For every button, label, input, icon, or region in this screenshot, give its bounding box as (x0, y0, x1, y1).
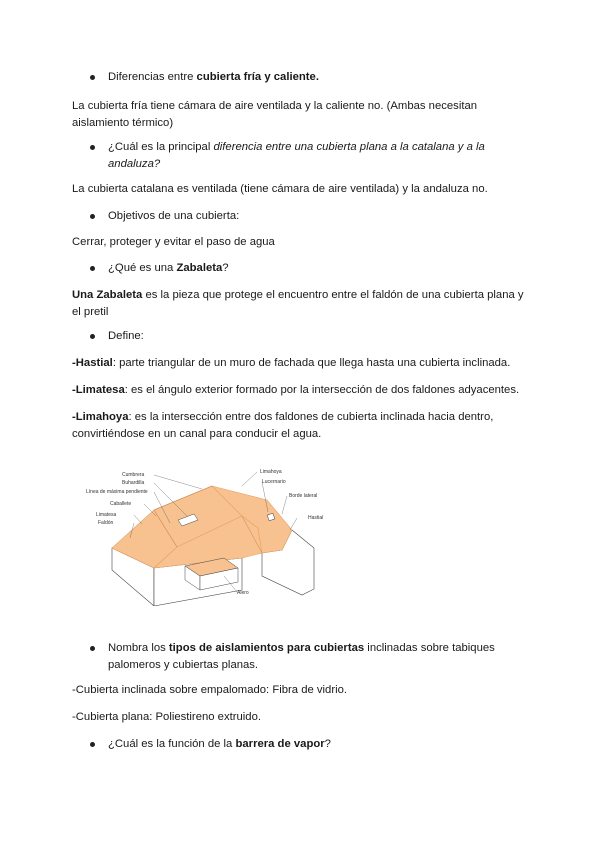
label-alero: Alero (237, 590, 249, 596)
bullet-objetivos (90, 208, 510, 225)
bullet-define (90, 328, 510, 345)
answer-zabaleta: Una Zabaleta es la pieza que protege el encuentro entre el faldón de una cubierta plana y el pretil (72, 289, 524, 318)
answer-empalomado: -Cubierta inclinada sobre empalomado: Fibra de vidrio. (72, 684, 348, 696)
bullet-zabaleta (90, 260, 510, 277)
label-borde: Borde lateral (289, 493, 318, 499)
definition-limahoya: -Limahoya: es la intersección entre dos faldones de cubierta inclinada hacia dentro, convirtiéndose en un canal para conducir el agua. (72, 411, 494, 440)
bullet-diferencias (90, 69, 510, 86)
bullet-text: Nombra los tipos de aislamientos para cubiertas inclinadas sobre tabiques palomeros y cubiertas planas. (108, 642, 495, 671)
bullet-text: ¿Cuál es la principal diferencia entre una cubierta plana a la catalana y a la andaluza? (108, 141, 485, 170)
bullet-text: Objetivos de una cubierta: (108, 210, 240, 222)
label-hastial: Hastial (308, 515, 324, 521)
bullet-text: Define: (108, 330, 144, 342)
bullet-dot (90, 742, 95, 747)
bullet-dot (90, 75, 95, 80)
definition-limatesa: -Limatesa: es el ángulo exterior formado por la intersección de dos faldones adyacentes. (72, 384, 520, 396)
label-limatesa: Limatesa (96, 512, 117, 518)
label-lucernario: Lucernario (262, 479, 286, 485)
answer-objetivos: Cerrar, proteger y evitar el paso de agua (72, 236, 275, 248)
bullet-dot (90, 266, 95, 271)
label-limahoya: Limahoya (260, 469, 282, 475)
bullet-text: ¿Qué es una Zabaleta? (108, 262, 229, 274)
roof-diagram-svg (82, 458, 342, 606)
bullet-dot (90, 646, 95, 651)
bullet-dot (90, 214, 95, 219)
label-faldon: Faldón (98, 520, 114, 526)
bullet-dot (90, 145, 95, 150)
bullet-barrera-vapor (90, 736, 510, 753)
definition-hastial: -Hastial: parte triangular de un muro de fachada que llega hasta una cubierta inclinada. (72, 357, 511, 369)
label-linea: Línea de máxima pendiente (86, 489, 148, 495)
roof-diagram (82, 458, 342, 606)
label-caballete: Caballete (110, 501, 132, 507)
answer-cubierta-fria: La cubierta fría tiene cámara de aire ventilada y la caliente no. (Ambas necesitan aislamiento térmico) (72, 100, 478, 129)
label-buhardilla: Buhardilla (122, 480, 145, 486)
bullet-text: Diferencias entre cubierta fría y caliente. (108, 71, 319, 83)
label-cumbrera: Cumbrera (122, 472, 145, 478)
answer-cubierta-plana: -Cubierta plana: Poliestireno extruido. (72, 711, 262, 723)
bullet-text: ¿Cuál es la función de la barrera de vapor? (108, 738, 331, 750)
bullet-aislamientos (90, 640, 510, 674)
answer-catalana: La cubierta catalana es ventilada (tiene cámara de aire ventilada) y la andaluza no. (72, 183, 488, 195)
bullet-dot (90, 334, 95, 339)
bullet-catalana-andaluza (90, 139, 510, 173)
